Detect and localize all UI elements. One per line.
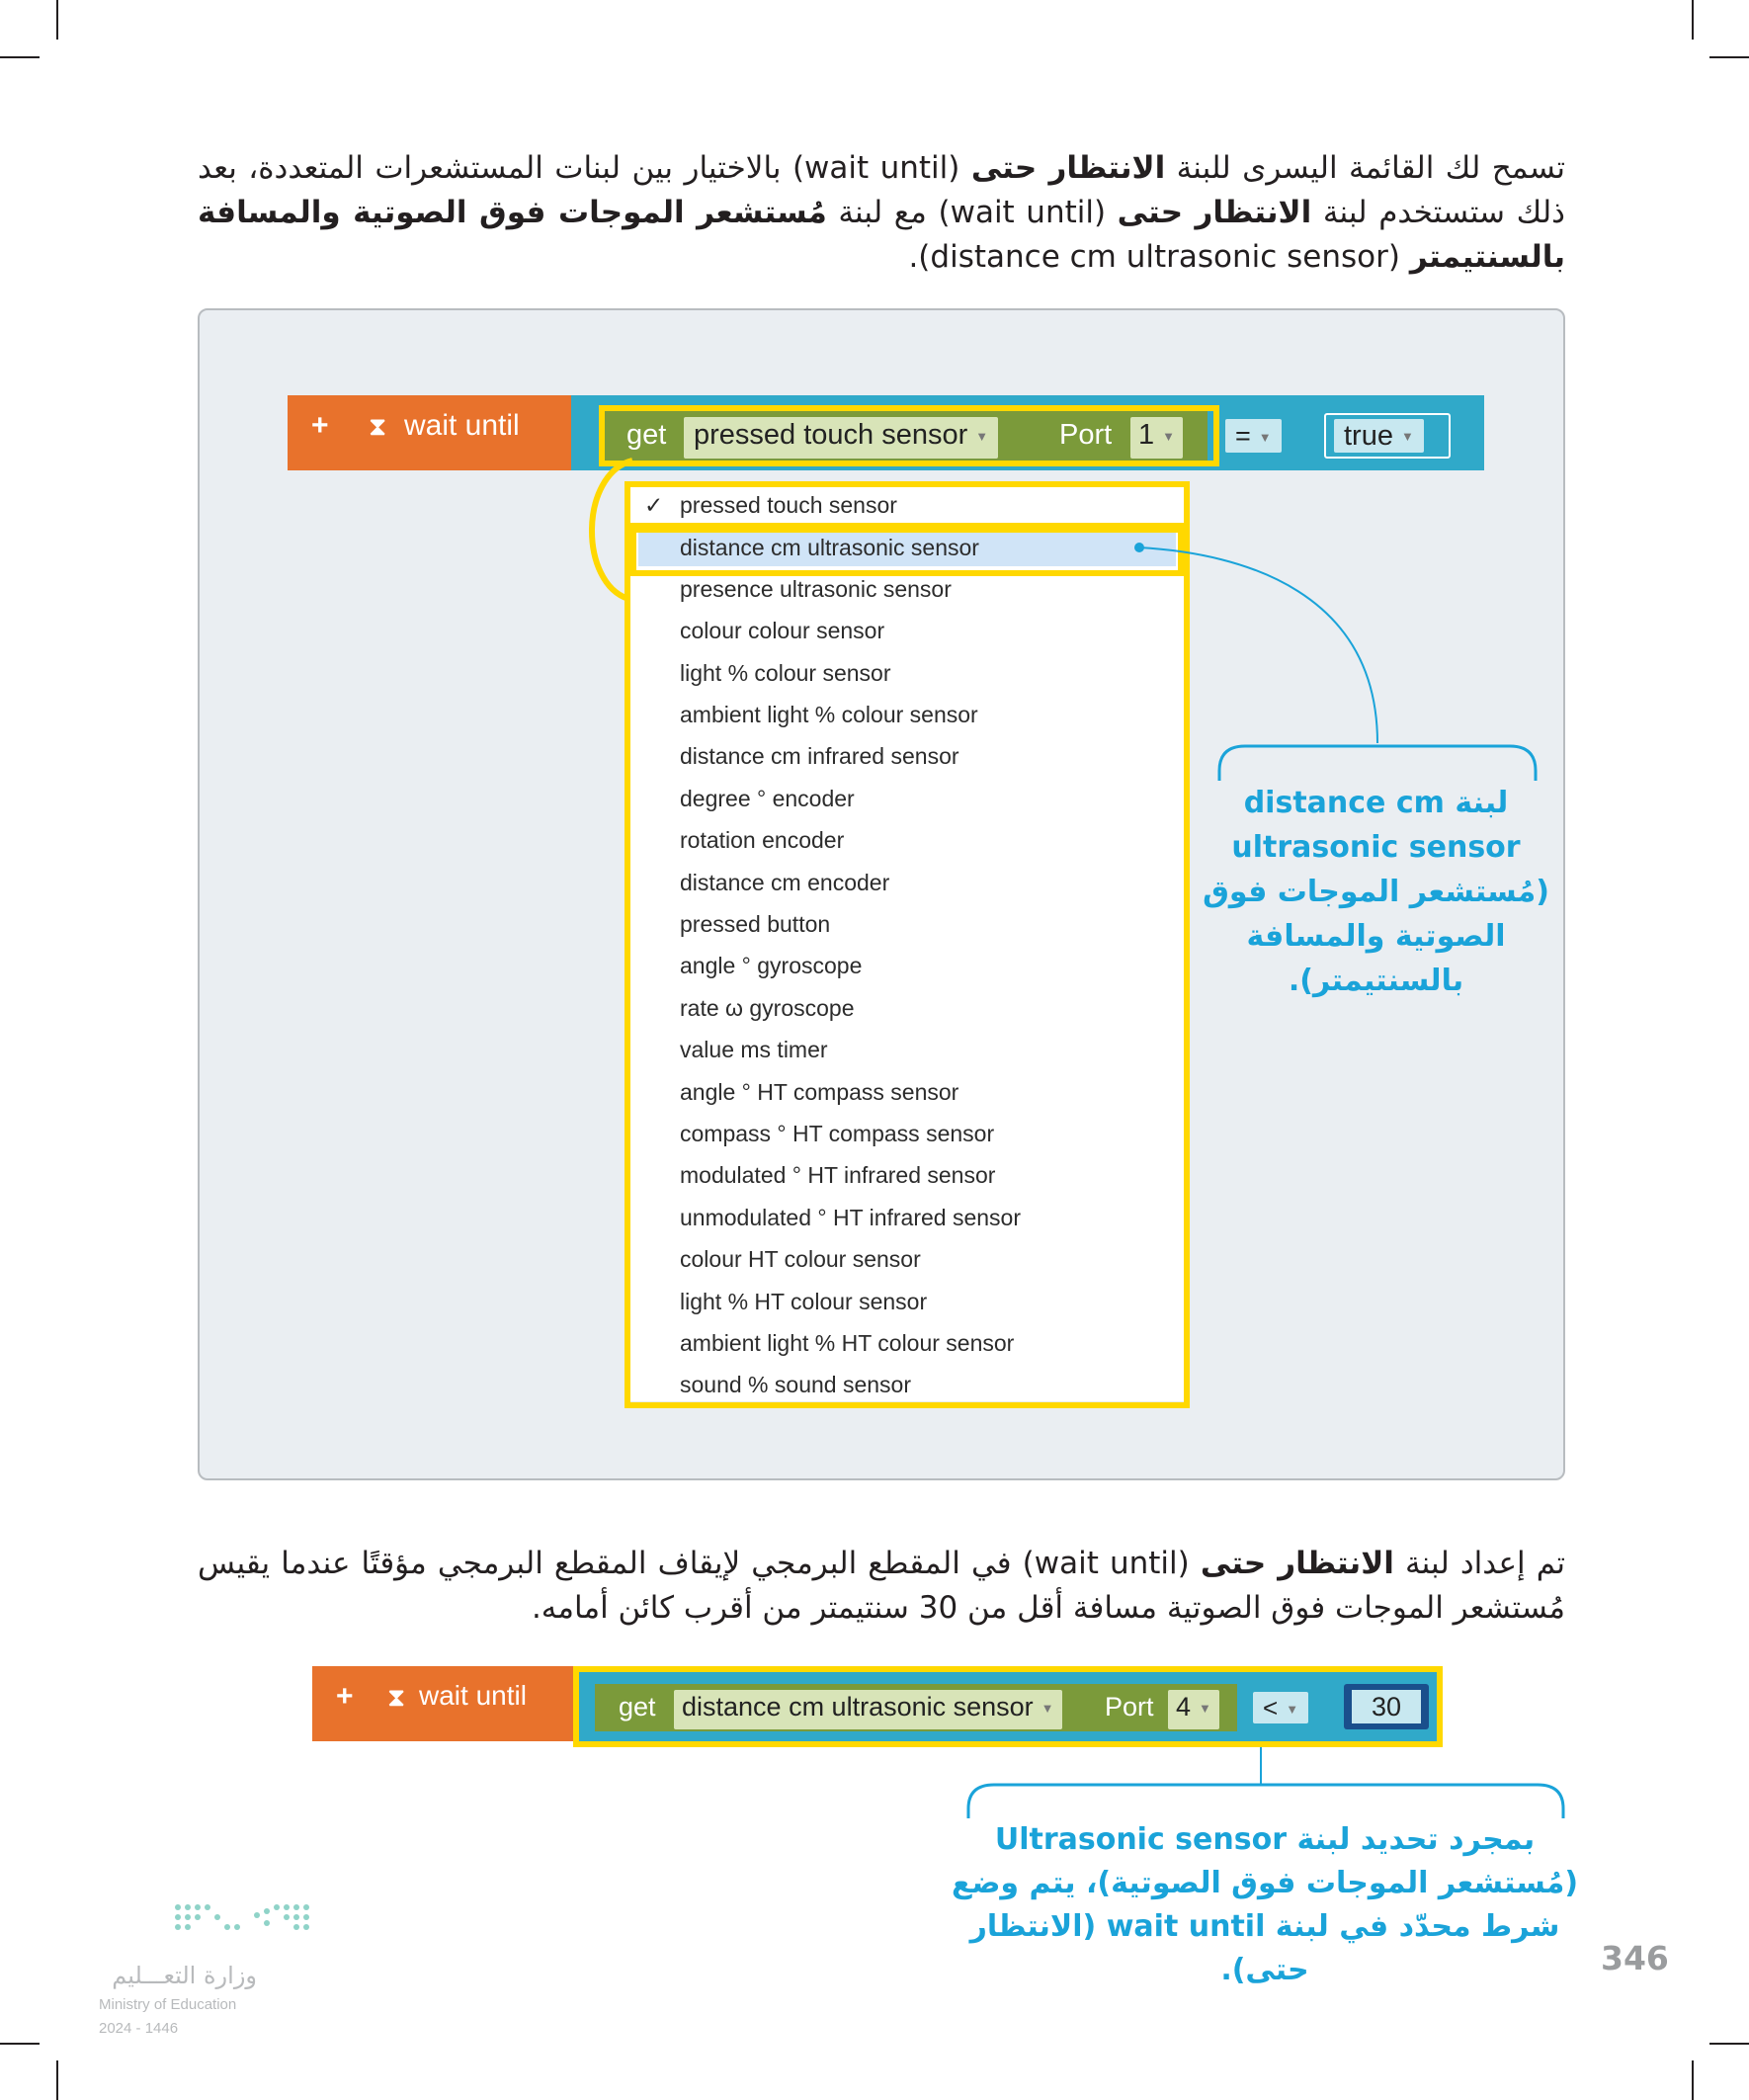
menu-item[interactable]: angle ° HT compass sensor — [680, 1079, 959, 1105]
academic-year: 2024 - 1446 — [99, 2020, 179, 2037]
check-icon: ✓ — [644, 492, 664, 518]
menu-item[interactable]: angle ° gyroscope — [680, 953, 863, 978]
setup-paragraph: تم إعداد لبنة الانتظار حتى (wait until) في المقطع البرمجي لإيقاف المقطع البرمجي مؤقتًا عندما يقيس مُستشعر الموجات فوق الصوتية مسافة أقل من 30 سنتيمتر من أقرب كائن أمامه. — [198, 1546, 1565, 1626]
menu-item[interactable]: distance cm infrared sensor — [680, 743, 959, 769]
menu-item[interactable]: light % colour sensor — [680, 660, 891, 686]
dropdown-arrow-icon: ▼ — [975, 428, 989, 444]
plus-icon[interactable]: + — [336, 1680, 354, 1713]
operator-dropdown-2[interactable]: < ▼ — [1253, 1692, 1308, 1723]
wait-until-label: wait until — [404, 409, 520, 442]
menu-item[interactable]: colour HT colour sensor — [680, 1246, 921, 1272]
menu-item[interactable]: presence ultrasonic sensor — [680, 576, 952, 602]
dropdown-arrow-icon: ▼ — [1199, 1701, 1211, 1717]
operator-dropdown[interactable]: = ▼ — [1225, 419, 1282, 453]
number-field[interactable]: 30 — [1352, 1690, 1421, 1723]
dropdown-arrow-icon: ▼ — [1041, 1701, 1054, 1717]
true-dropdown[interactable]: true ▼ — [1334, 419, 1424, 453]
menu-item[interactable]: sound % sound sensor — [680, 1372, 911, 1397]
callout-leader — [1139, 547, 1377, 743]
menu-item[interactable]: rate ω gyroscope — [680, 995, 855, 1021]
menu-item[interactable]: distance cm encoder — [680, 870, 890, 895]
port-label: Port — [1105, 1692, 1154, 1722]
condition-callout: بمجرد تحديد لبنة Ultrasonic sensor (مُستشعر الموجات فوق الصوتية)، يتم وضع شرط محدّد في لبنة wait until (الانتظار حتى). — [951, 1822, 1579, 1987]
sensor-dropdown[interactable]: pressed touch sensor ▼ — [684, 417, 998, 459]
menu-item[interactable]: modulated ° HT infrared sensor — [680, 1162, 996, 1188]
menu-item[interactable]: distance cm ultrasonic sensor — [680, 535, 979, 560]
port-dropdown-2[interactable]: 4 ▼ — [1168, 1690, 1219, 1729]
get-label: get — [626, 419, 667, 451]
callout2-bracket — [968, 1785, 1563, 1818]
intro-paragraph: تسمح لك القائمة اليسرى للبنة الانتظار حتى (wait until) بالاختيار بين لبنات المستشعرات المتعددة، بعد ذلك ستستخدم لبنة الانتظار حتى (wait until) مع لبنة مُستشعر الموجات فوق الصوتية والمسافة بالسنتيمتر (distance cm ultrasonic sensor). — [198, 150, 1565, 275]
menu-item[interactable]: value ms timer — [680, 1037, 828, 1062]
dropdown-arrow-icon: ▼ — [1162, 428, 1176, 444]
dropdown-arrow-icon: ▼ — [1286, 1702, 1299, 1718]
port-dropdown[interactable]: 1 ▼ — [1130, 417, 1183, 459]
sensor-dropdown-2[interactable]: distance cm ultrasonic sensor ▼ — [674, 1690, 1062, 1729]
ministry-logo-dots — [168, 1897, 326, 1947]
menu-item[interactable]: rotation encoder — [680, 827, 845, 853]
ultrasonic-callout: لبنة distance cm ultrasonic sensor (مُستشعر الموجات فوق الصوتية والمسافة بالسنتيمتر). — [1203, 786, 1549, 998]
yellow-connector-curve — [592, 461, 632, 599]
callout-bracket — [1219, 746, 1536, 781]
menu-item[interactable]: degree ° encoder — [680, 786, 855, 811]
menu-item[interactable]: colour colour sensor — [680, 618, 885, 643]
highlight-condition-block — [573, 1666, 1443, 1747]
menu-item[interactable]: light % HT colour sensor — [680, 1289, 928, 1314]
menu-item[interactable]: ambient light % colour sensor — [680, 702, 978, 727]
hourglass-icon: ⧗ — [387, 1682, 406, 1712]
dropdown-arrow-icon: ▼ — [1400, 429, 1414, 445]
menu-item[interactable]: unmodulated ° HT infrared sensor — [680, 1205, 1022, 1230]
menu-item[interactable]: pressed button — [680, 911, 831, 937]
ministry-name-en: Ministry of Education — [99, 1996, 237, 2013]
menu-item[interactable]: compass ° HT compass sensor — [680, 1121, 995, 1146]
wait-until-block-2[interactable] — [312, 1666, 575, 1741]
port-label: Port — [1059, 419, 1113, 451]
dropdown-arrow-icon: ▼ — [1258, 429, 1272, 445]
menu-item[interactable]: ambient light % HT colour sensor — [680, 1330, 1015, 1356]
ministry-name-ar: وزارة التعـــليم — [112, 1962, 257, 1989]
hourglass-icon: ⧗ — [369, 411, 387, 441]
page-number: 346 — [1601, 1939, 1669, 1977]
plus-icon[interactable]: + — [311, 409, 329, 442]
wait-until-label: wait until — [419, 1680, 527, 1711]
menu-item[interactable]: pressed touch sensor — [680, 492, 897, 518]
get-label: get — [619, 1692, 656, 1722]
